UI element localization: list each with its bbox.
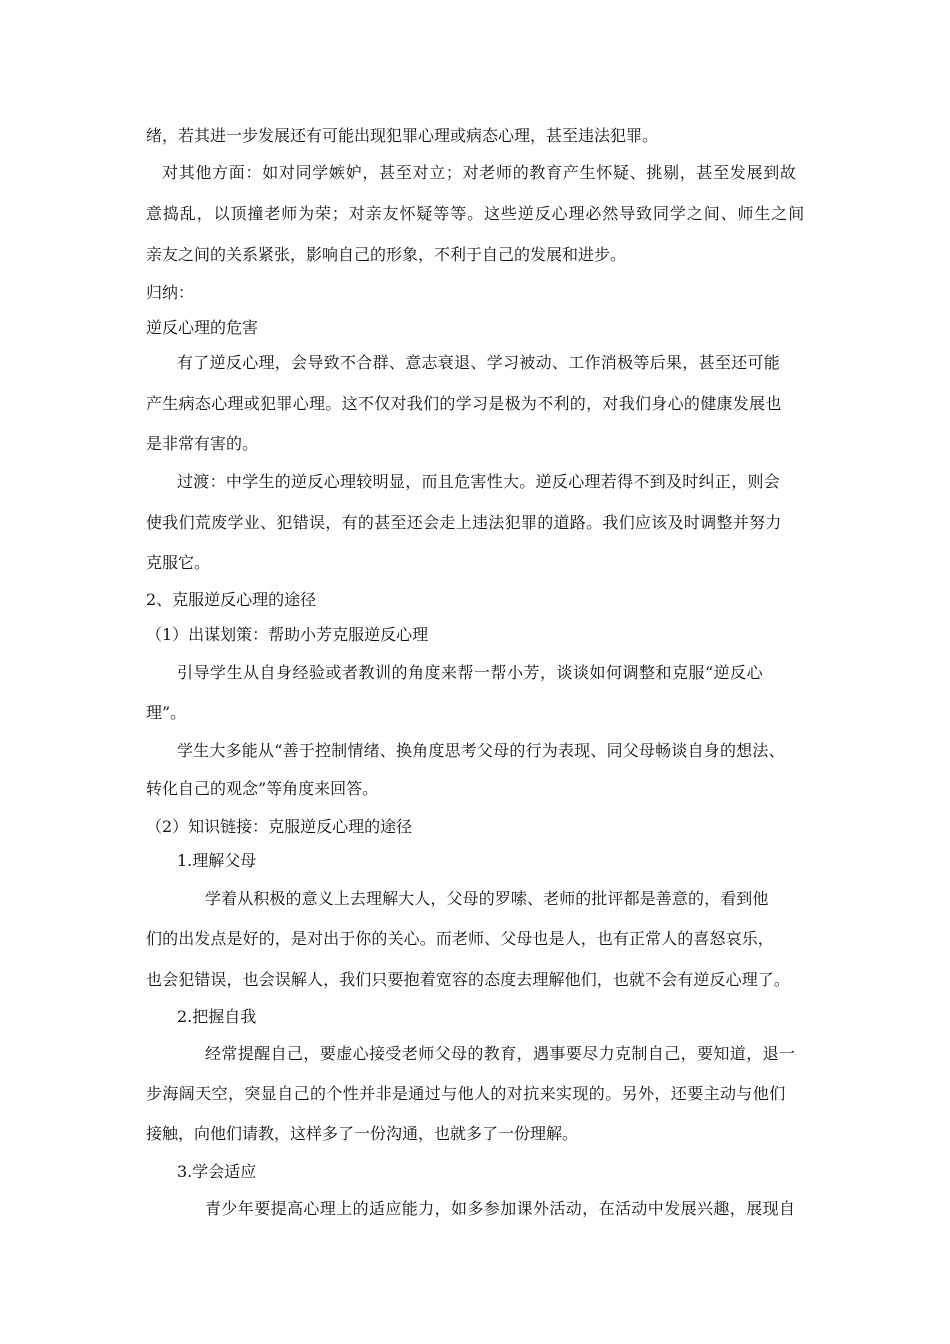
text-line: 有了逆反心理，会导致不合群、意志衰退、学习被动、工作消极等后果，甚至还可能 — [177, 353, 781, 372]
text-line: 克服它。 — [146, 553, 211, 572]
text-line: 绪，若其进一步发展还有可能出现犯罪心理或病态心理，甚至违法犯罪。 — [146, 126, 659, 145]
text-line: 也会犯错误，也会误解人，我们只要抱着宽容的态度去理解他们，也就不会有逆反心理了。 — [146, 970, 791, 989]
text-line: 理”。 — [146, 703, 187, 722]
list-heading: 2.把握自我 — [177, 1007, 257, 1026]
text-line: 归纳： — [146, 283, 195, 302]
subsection-heading: （1）出谋划策：帮助小芳克服逆反心理 — [146, 625, 429, 644]
list-heading: 1.理解父母 — [177, 851, 257, 870]
text-line: 是非常有害的。 — [146, 434, 259, 453]
text-line: 步海阔天空，突显自己的个性并非是通过与他人的对抗来实现的。另外，还要主动与他们 — [146, 1084, 786, 1103]
text-line: 学生大多能从“善于控制情绪、换角度思考父母的行为表现、同父母畅谈自身的想法、 — [177, 741, 785, 760]
text-line: 们的出发点是好的，是对出于你的关心。而老师、父母也是人，也有正常人的喜怒哀乐， — [146, 929, 774, 948]
text-line: 使我们荒废学业、犯错误，有的甚至还会走上违法犯罪的道路。我们应该及时调整并努力 — [146, 513, 782, 532]
section-heading: 逆反心理的危害 — [146, 318, 259, 337]
subsection-heading: （2）知识链接：克服逆反心理的途径 — [146, 817, 413, 836]
text-line: 对其他方面：如对同学嫉妒，甚至对立；对老师的教育产生怀疑、挑剔，甚至发展到故 — [162, 163, 797, 182]
text-line: 转化自己的观念”等角度来回答。 — [146, 779, 379, 798]
text-line: 亲友之间的关系紧张，影响自己的形象，不利于自己的发展和进步。 — [146, 245, 627, 264]
text-line: 意捣乱，以顶撞老师为荣；对亲友怀疑等等。这些逆反心理必然导致同学之间、师生之间 — [146, 204, 806, 223]
text-line: 接触，向他们请教，这样多了一份沟通，也就多了一份理解。 — [146, 1124, 579, 1143]
text-line: 引导学生从自身经验或者教训的角度来帮一帮小芳，谈谈如何调整和克服“逆反心 — [177, 663, 764, 682]
section-heading: 2、克服逆反心理的途径 — [146, 590, 317, 609]
text-line: 过渡：中学生的逆反心理较明显，而且危害性大。逆反心理若得不到及时纠正，则会 — [177, 472, 781, 491]
list-heading: 3.学会适应 — [177, 1162, 257, 1181]
text-line: 产生病态心理或犯罪心理。这不仅对我们的学习是极为不利的，对我们身心的健康发展也 — [146, 394, 782, 413]
text-line: 青少年要提高心理上的适应能力，如多参加课外活动，在活动中发展兴趣，展现自 — [205, 1199, 796, 1218]
text-line: 学着从积极的意义上去理解大人，父母的罗嗦、老师的批评都是善意的，看到他 — [205, 889, 769, 908]
text-line: 经常提醒自己，要虚心接受老师父母的教育，遇事要尽力克制自己，要知道，退一 — [205, 1044, 796, 1063]
